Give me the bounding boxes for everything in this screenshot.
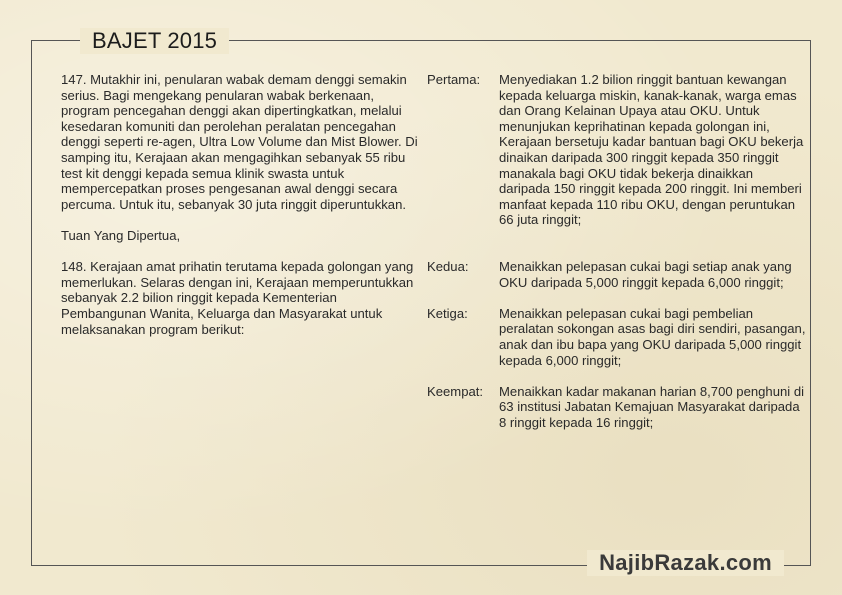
paragraph-148: 148. Kerajaan amat prihatin terutama kepada golongan yang memerlukan. Selaras dengan ini, Kerajaan memperuntukkan sebanyak 2.2 bilion ringgit kepada Kementerian Pembangunan Wanita, Keluarga dan Masyarakat untuk melaksanakan program berikut: [61, 259, 414, 337]
program-list [427, 72, 807, 430]
left-column [61, 72, 421, 353]
item-text: Menaikkan pelepasan cukai bagi pembelian peralatan sokongan asas bagi diri sendiri, pasangan, anak dan ibu bapa yang OKU daripada 5,000 ringgit kepada 6,000 ringgit; [499, 305, 806, 368]
item-label: Ketiga: [427, 305, 468, 321]
site-brand: NajibRazak.com [587, 550, 784, 576]
paragraph-147: 147. Mutakhir ini, penularan wabak demam denggi semakin serius. Bagi mengekang penularan wabak berkenaan, program pencegahan denggi akan dipertingkatkan, melalui kesedaran komuniti dan perolehan peralatan pencegahan denggi seperti re-agen, Ultra Low Volume dan Mist Blower. Di samping itu, Kerajaan akan mengagihkan sebanyak 55 ribu test kit denggi kepada semua klinik swasta untuk mempercepatkan proses pengesanan awal denggi secara percuma. Untuk itu, sebanyak 30 juta ringgit diperuntukkan. [61, 72, 418, 212]
list-item [427, 72, 807, 228]
item-label: Pertama: [427, 72, 481, 87]
salutation: Tuan Yang Dipertua, [61, 227, 181, 243]
list-item [427, 306, 807, 368]
item-text: Menaikkan kadar makanan harian 8,700 penghuni di 63 institusi Jabatan Kemajuan Masyarakat daripada 8 ringgit kepada 16 ringgit; [499, 383, 805, 430]
list-item [427, 384, 807, 431]
item-label: Kedua: [427, 258, 469, 274]
item-text: Menaikkan pelepasan cukai bagi setiap anak yang OKU daripada 5,000 ringgit kepada 6,000 ringgit; [499, 258, 792, 290]
item-label: Keempat: [427, 383, 484, 399]
page-title: BAJET 2015 [80, 28, 229, 54]
list-item [427, 259, 807, 290]
item-text: Menyediakan 1.2 bilion ringgit bantuan kewangan kepada keluarga miskin, kanak-kanak, warga emas dan Orang Kelainan Upaya atau OKU. Untuk menunjukan keprihatinan kepada golongan ini, Kerajaan bersetuju kadar bantuan bagi OKU bekerja dinaikan daripada 300 ringgit kepada 350 ringgit manakala bagi OKU tidak bekerja dinaikkan daripada 150 ringgit kepada 200 ringgit. Ini memberi manfaat kepada 110 ribu OKU, dengan peruntukan 66 juta ringgit; [499, 72, 804, 228]
